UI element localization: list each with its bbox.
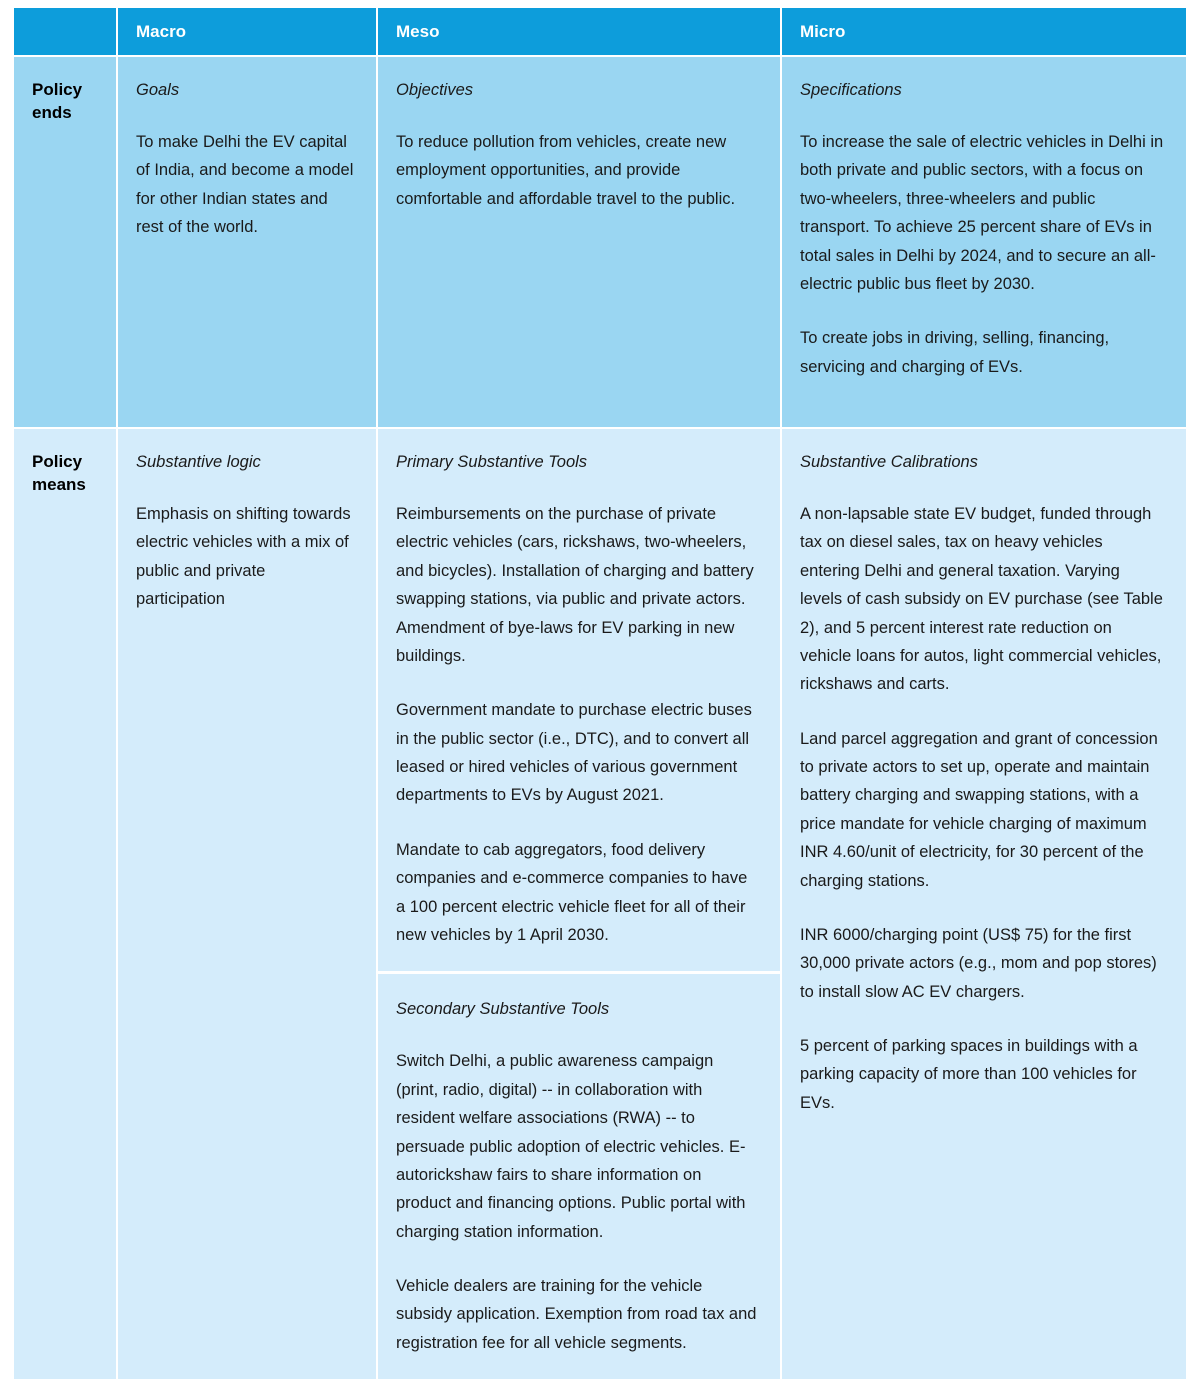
row-label-policy-ends (14, 55, 118, 427)
subcell-secondary-substantive-tools (378, 971, 780, 1379)
table-row-policy-means (14, 427, 1186, 1379)
cell-paragraph: INR 6000/charging point (US$ 75) for the first 30,000 private actors (e.g., mom and pop stores) to install slow AC EV chargers. (800, 925, 1157, 1001)
cell-ends-macro (118, 55, 378, 427)
cell-paragraph: To increase the sale of electric vehicles in Delhi in both private and public sectors, with a focus on two-wheelers, three-wheelers and public transport. To achieve 25 percent share of EVs in total sales in Delhi by 2024, and to secure an all-electric public bus fleet by 2030. (800, 133, 1164, 293)
cell-paragraph: To make Delhi the EV capital of India, and become a model for other Indian states and rest of the world. (136, 133, 354, 237)
cell-means-meso (378, 427, 782, 1379)
row-label-policy-means (14, 427, 118, 1379)
row-label-line-2: ends (32, 102, 72, 122)
cell-heading-goals: Goals (136, 81, 180, 99)
subcell-primary-substantive-tools (378, 429, 780, 971)
cell-heading-substantive-logic: Substantive logic (136, 453, 261, 471)
column-header-micro: Micro (782, 8, 1186, 55)
cell-heading-specifications: Specifications (800, 81, 902, 99)
cell-heading-substantive-calibrations: Substantive Calibrations (800, 453, 978, 471)
policy-instruments-table (14, 8, 1186, 1379)
cell-paragraph: To create jobs in driving, selling, financing, servicing and charging of EVs. (800, 329, 1110, 376)
cell-paragraph: Reimbursements on the purchase of private electric vehicles (cars, rickshaws, two-wheelers, and bicycles). Installation of charging and battery swapping stations, via public and private actors. Amendment of bye-laws for EV parking in new buildings. (396, 505, 754, 665)
policy-table-container (14, 8, 1186, 1352)
cell-paragraph: Government mandate to purchase electric buses in the public sector (i.e., DTC), and to convert all leased or hired vehicles of various government departments to EVs by August 2021. (396, 701, 752, 805)
cell-paragraph: Vehicle dealers are training for the vehicle subsidy application. Exemption from road tax and registration fee for all vehicle segments. (396, 1277, 757, 1352)
header-row (14, 8, 1186, 55)
cell-paragraph: Land parcel aggregation and grant of concession to private actors to set up, operate and maintain battery charging and swapping stations, with a price mandate for vehicle charging of maximum INR 4.60/unit of electricity, for 30 percent of the charging stations. (800, 729, 1158, 890)
column-header-blank (14, 8, 118, 55)
cell-ends-micro (782, 55, 1186, 427)
cell-paragraph: A non-lapsable state EV budget, funded through tax on diesel sales, tax on heavy vehicles entering Delhi and general taxation. Varying levels of cash subsidy on EV purchase (see Table 2), and 5 percent interest rate reduction on vehicle loans for autos, light commercial vehicles, rickshaws and carts. (800, 505, 1163, 694)
row-label-line-1: Policy (32, 80, 83, 99)
cell-means-macro (118, 427, 378, 1379)
cell-paragraph: Mandate to cab aggregators, food delivery companies and e-commerce companies to have a 100 percent electric vehicle fleet for all of their new vehicles by 1 April 2030. (396, 840, 748, 944)
cell-paragraph: 5 percent of parking spaces in buildings with a parking capacity of more than 100 vehicles for EVs. (800, 1037, 1138, 1112)
cell-heading-objectives: Objectives (396, 81, 474, 99)
table-row-policy-ends (14, 55, 1186, 427)
cell-heading-secondary-substantive-tools: Secondary Substantive Tools (396, 1000, 610, 1019)
cell-paragraph: To reduce pollution from vehicles, create new employment opportunities, and provide comfortable and affordable travel to the public. (396, 133, 736, 208)
cell-paragraph: Emphasis on shifting towards electric vehicles with a mix of public and private participation (136, 505, 351, 609)
column-header-meso: Meso (378, 8, 782, 55)
column-header-macro: Macro (118, 8, 378, 55)
cell-paragraph: Switch Delhi, a public awareness campaign (print, radio, digital) -- in collaboration with resident welfare associations (RWA) -- to persuade public adoption of electric vehicles. E-autorickshaw fairs to share information on product and financing options. Public portal with charging station information. (396, 1052, 746, 1241)
table-header (14, 8, 1186, 55)
row-label-line-1: Policy (32, 452, 83, 471)
table-body (14, 55, 1186, 1379)
cell-means-micro (782, 427, 1186, 1379)
row-label-line-2: means (32, 474, 86, 494)
cell-ends-meso (378, 55, 782, 427)
cell-heading-primary-substantive-tools: Primary Substantive Tools (396, 453, 588, 471)
